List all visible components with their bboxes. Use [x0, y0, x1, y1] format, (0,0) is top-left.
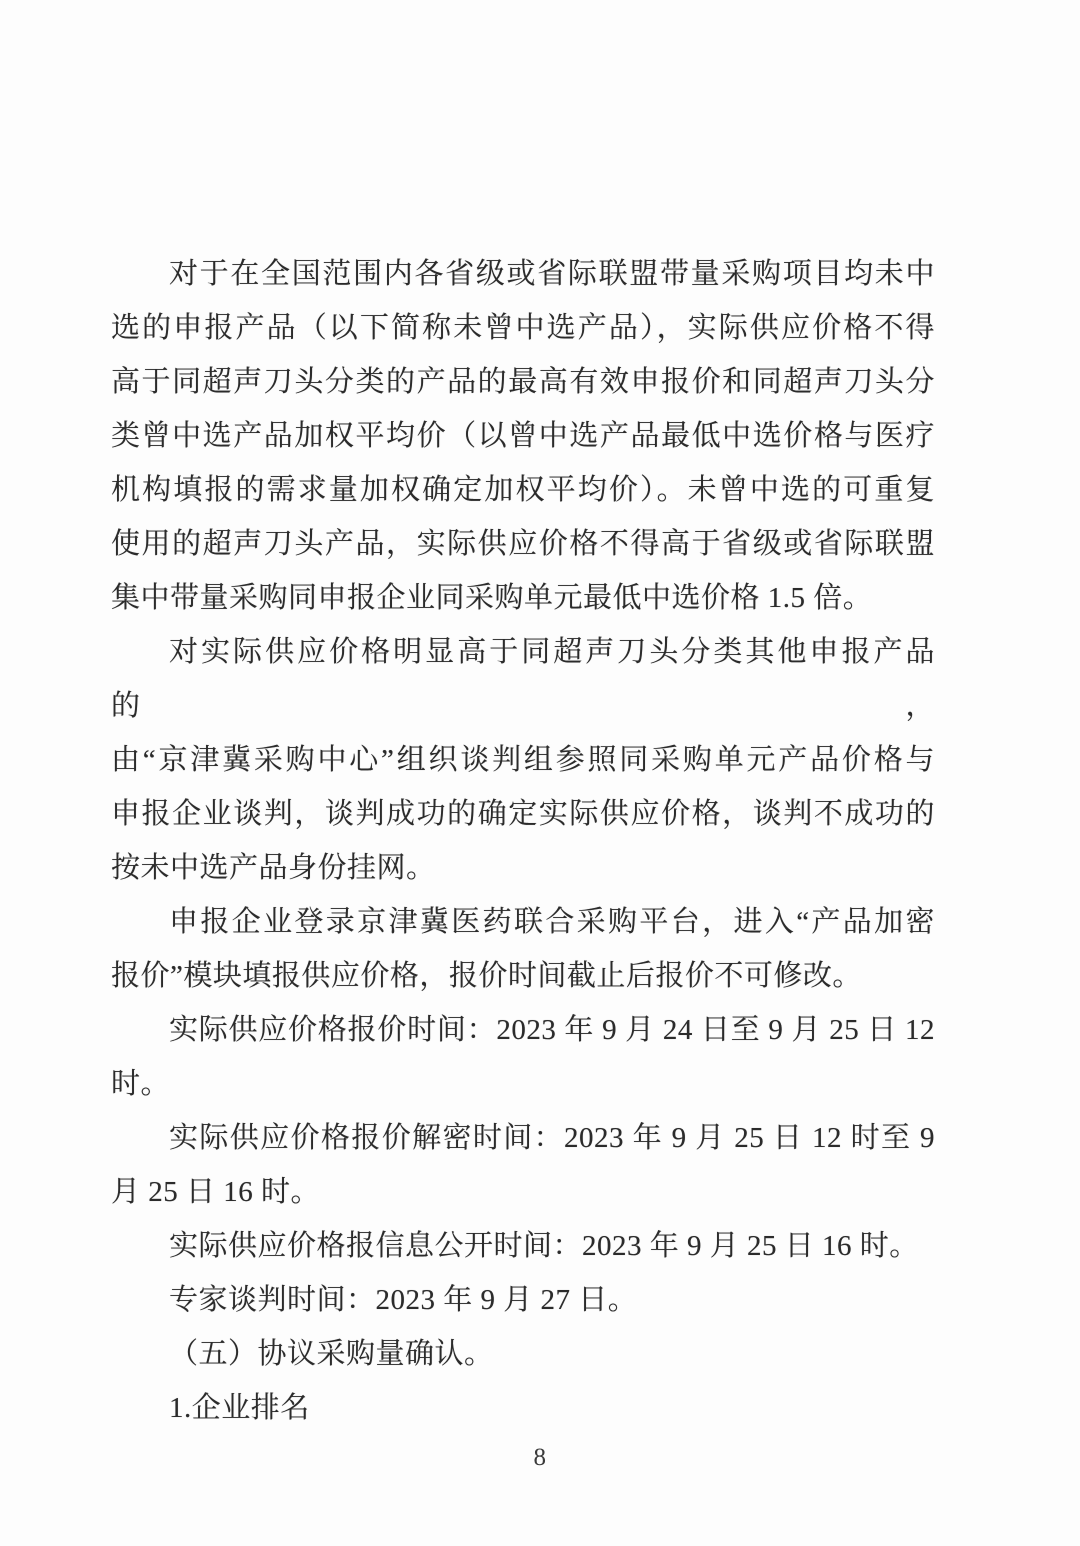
text-line: 实际供应价格报信息公开时间：2023 年 9 月 25 日 16 时。 [169, 1230, 919, 1262]
text-line: 时。 [111, 1068, 171, 1100]
text-line: 选的申报产品（以下简称未曾中选产品），实际供应价格不得 [111, 312, 935, 344]
paragraph [111, 1219, 935, 1273]
paragraph [111, 247, 935, 625]
paragraph [111, 1111, 935, 1219]
text-line: 申报企业谈判，谈判成功的确定实际供应价格，谈判不成功的 [111, 798, 935, 830]
text-line: 对于在全国范围内各省级或省际联盟带量采购项目均未中 [169, 258, 935, 290]
page-number: 8 [533, 1444, 547, 1471]
text-line: 使用的超声刀头产品，实际供应价格不得高于省级或省际联盟 [111, 528, 935, 560]
paragraph [111, 1003, 935, 1111]
text-line: 1.企业排名 [169, 1392, 310, 1424]
text-line: 月 25 日 16 时。 [111, 1176, 321, 1208]
document-body [111, 247, 935, 1435]
text-line: 集中带量采购同申报企业同采购单元最低中选价格 1.5 倍。 [111, 582, 873, 614]
text-line: 实际供应价格报价解密时间：2023 年 9 月 25 日 12 时至 9 [169, 1122, 935, 1154]
text-line: 由“京津冀采购中心”组织谈判组参照同采购单元产品价格与 [111, 744, 935, 776]
text-line: 实际供应价格报价时间：2023 年 9 月 24 日至 9 月 25 日 12 [169, 1014, 935, 1046]
paragraph [111, 1381, 935, 1435]
text-line: 机构填报的需求量加权确定加权平均价）。未曾中选的可重复 [111, 474, 935, 506]
text-line: （五）协议采购量确认。 [169, 1338, 494, 1370]
text-line: 报价”模块填报供应价格，报价时间截止后报价不可修改。 [111, 960, 862, 992]
paragraph [111, 1273, 935, 1327]
text-line: 对实际供应价格明显高于同超声刀头分类其他申报产品的， [111, 636, 935, 722]
text-line: 按未中选产品身份挂网。 [111, 852, 436, 884]
paragraph [111, 625, 935, 895]
paragraph [111, 895, 935, 1003]
text-line: 类曾中选产品加权平均价（以曾中选产品最低中选价格与医疗 [111, 420, 935, 452]
page-footer [0, 1444, 1080, 1472]
text-line: 申报企业登录京津冀医药联合采购平台，进入“产品加密 [169, 906, 935, 938]
text-line: 高于同超声刀头分类的产品的最高有效申报价和同超声刀头分 [111, 366, 935, 398]
text-line: 专家谈判时间：2023 年 9 月 27 日。 [169, 1284, 638, 1316]
paragraph [111, 1327, 935, 1381]
